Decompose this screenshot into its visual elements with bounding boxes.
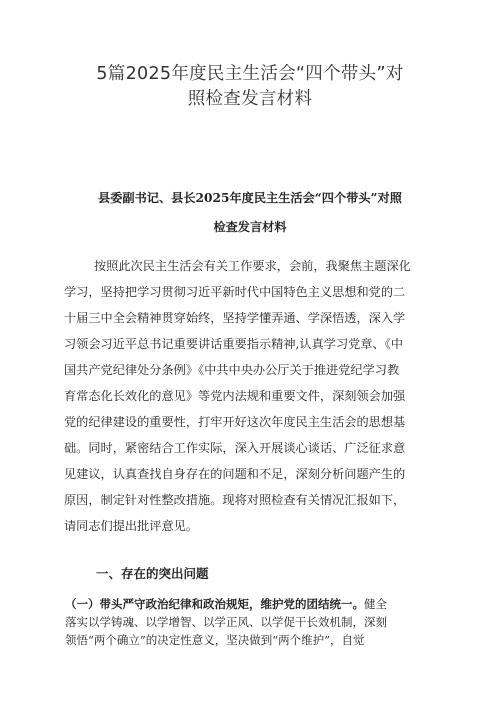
paragraph-line: 见建议，认真查找自身存在的问题和不足，深刻分析问题产生的: [64, 467, 406, 481]
paragraph-line: 学习，坚持把学习贯彻习近平新时代中国特色主义思想和党的二: [64, 285, 406, 299]
paragraph-lead-bold: （一）带头严守政治纪律和政治规矩，维护党的团结统一。: [65, 597, 364, 611]
page-title: [30, 62, 470, 112]
paragraph-line: 原因，制定针对性整改措施。现将对照检查有关情况汇报如下，: [64, 493, 406, 507]
paragraph-line: 党的纪律建设的重要性，打牢开好这次年度民主生活会的思想基: [64, 415, 406, 429]
paragraph-line: 请同志们提出批评意见。: [64, 519, 199, 533]
section-heading-line-2: 检查发言材料: [213, 220, 287, 234]
paragraph-line: 按照此次民主生活会有关工作要求，会前，我聚焦主题深化: [94, 259, 411, 273]
paragraph-line: 育常态化长效化的意见》等党内法规和重要文件，深刻领会加强: [64, 389, 406, 403]
paragraph-line: 十届三中全会精神贯穿始终，坚持学懂弄通、学深悟透，深入学: [64, 311, 406, 325]
paragraph-lead-rest: 健全: [364, 597, 387, 611]
paragraph-line: 习领会习近平总书记重要讲话重要指示精神,认真学习党章、《中: [64, 337, 404, 351]
paragraph-line: 础。同时，紧密结合工作实际，深入开展谈心谈话、广泛征求意: [64, 441, 406, 455]
paragraph-line: [65, 596, 387, 612]
section-heading-line-1: 县委副书记、县长2025年度民主生活会“四个带头”对照: [98, 191, 402, 205]
title-line-2: 照检查发言材料: [187, 89, 313, 109]
paragraph-line: 落实以学铸魂、以学增智、以学正风、以学促干长效机制，深刻: [65, 615, 387, 629]
paragraph-line: 领悟“两个确立”的决定性意义，坚决做到“两个维护”，自觉: [65, 633, 365, 647]
paragraph-line: 国共产党纪律处分条例》《中共中央办公厅关于推进党纪学习教: [64, 363, 400, 377]
subheading: 一、存在的突出问题: [96, 566, 209, 581]
title-line-1: 5篇2025年度民主生活会“四个带头”对: [96, 64, 404, 84]
section-heading: [40, 184, 460, 242]
